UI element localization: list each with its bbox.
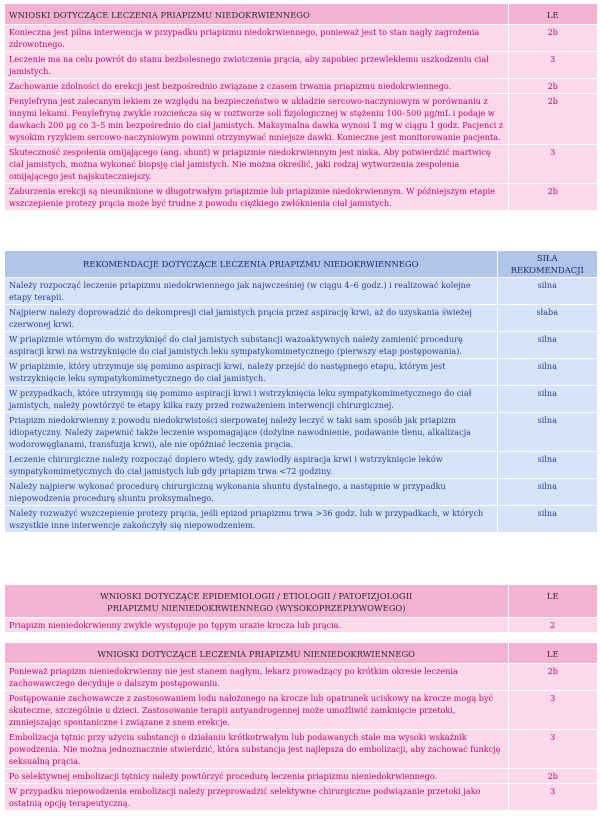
table-row [5, 305, 597, 332]
table-row [5, 664, 597, 691]
row-level: 3 [508, 145, 597, 184]
table-row [5, 506, 597, 533]
table-header [5, 4, 597, 25]
row-level: 2b [508, 769, 597, 784]
row-strength: silna [497, 278, 597, 305]
table-row [5, 730, 597, 769]
header-strength-line2: REKOMENDACJI [510, 265, 584, 275]
table-row [5, 452, 597, 479]
table-row [5, 784, 597, 811]
table-row [5, 332, 597, 359]
table-ischemic-treatment-recommendations [5, 251, 597, 533]
row-text: Ponieważ priapizm nieniedokrwienny nie jest stanem nagłym, lekarz prowadzący po krótkim okresie leczenia zachowawczego decyduje o dalszym postępowaniu. [5, 664, 508, 691]
table-row [5, 413, 597, 452]
row-strength: silna [497, 479, 597, 506]
table-row [5, 691, 597, 730]
row-text: Leczenie ma na celu powrót do stanu bezbolesnego zwiotczenia prącia, aby zapobiec przewlekłemu uszkodzeniu ciał jamistych. [5, 52, 508, 79]
header-title-line1: WNIOSKI DOTYCZĄCE EPIDEMIOLOGII / ETIOLOGII / PATOFIZJOLOGII [100, 591, 413, 601]
row-text: Należy najpierw wykonać procedurę chirurgiczną wykonania shuntu dystalnego, a następnie w przypadku niepowodzenia procedurę shuntu proksymalnego. [5, 479, 497, 506]
row-strength: silna [497, 386, 597, 413]
row-text: Konieczna jest pilna interwencja w przypadku priapizmu niedokrwiennego, ponieważ jest to stan nagły zagrożenia zdrowotnego. [5, 25, 508, 52]
row-strength: silna [497, 452, 597, 479]
row-text: Skuteczność zespolenia omijającego (ang. shunt) w priapizmie niedokrwiennym jest niska. Aby potwierdzić martwicę ciał jamistych, można wykonać biopsję ciał jamistych. Nie można określić, jaki rodzaj wytworzenia zespolenia omijającego jest najskuteczniejszy. [5, 145, 508, 184]
row-text: Priapizm niedokrwienny z powodu niedokrwistości sierpowatej należy leczyć w taki sam sposób jak priapizm idiopatyczny. Należy zapewnić także leczenie wspomagające (dożylne nawodnienie, podawanie tlenu, alkalizacja wodorowęglanami, transfuzja krwi), ale nie opóźniać leczenia prącia. [5, 413, 497, 452]
row-level: 2b [508, 664, 597, 691]
table-header [5, 585, 597, 618]
row-text: Należy rozważyć wszczepienie protezy prącia, jeśli epizod priapizmu trwa >36 godz. lub w przypadkach, w których wszystkie inne interwencje zakończyły się niepowodzeniem. [5, 506, 497, 533]
table-nonischemic-epidemiology-conclusions [5, 585, 597, 633]
row-text: Zachowanie zdolności do erekcji jest bezpośrednio związane z czasem trwania priapizmu niedokrwiennego. [5, 79, 508, 94]
table-row [5, 618, 597, 633]
row-strength: silna [497, 332, 597, 359]
row-text: Postępowanie zachowawcze z zastosowaniem lodu nałożonego na krocze lub opatrunek uciskowy na krocze mogą być skuteczne, szczególnie u dzieci. Zastosowanie terapii antyandrogennej może umożliwić zamknięcie przetoki, zmniejszając spontaniczne i związane z snem erekcje. [5, 691, 508, 730]
table-header [5, 643, 597, 664]
header-title: REKOMENDACJE DOTYCZĄCE LECZENIA PRIAPIZMU NIEDOKRWIENNEGO [5, 251, 497, 278]
table-row [5, 386, 597, 413]
row-level: 2b [508, 79, 597, 94]
row-text: Embolizacja tętnic przy użyciu substancji o działaniu krótkotrwałym lub podawanych stale ma wysoki wskaźnik powodzenia. Nie można jednoznacznie stwierdzić, która substancja jest najlepsza do embolizacji, aby zachować funkcję seksualną prącia. [5, 730, 508, 769]
row-strength: silna [497, 506, 597, 533]
table-row [5, 769, 597, 784]
header-strength-line1: SIŁA [536, 253, 558, 263]
row-level: 2b [508, 94, 597, 145]
header-title [5, 585, 508, 618]
row-strength: słaba [497, 305, 597, 332]
table-row [5, 52, 597, 79]
row-level: 3 [508, 52, 597, 79]
header-title-line2: PRIAPIZMU NIENIEDOKRWIENNEGO (WYSOKOPRZEPŁYWOWEGO) [106, 603, 406, 613]
header-strength [497, 251, 597, 278]
row-level: 3 [508, 691, 597, 730]
table-ischemic-treatment-conclusions [5, 4, 597, 211]
row-level: 2 [508, 618, 597, 633]
table-nonischemic-treatment-conclusions [5, 643, 597, 811]
row-text: Należy rozpocząć leczenie priapizmu niedokrwiennego jak najwcześniej (w ciągu 4–6 godz.) i realizować kolejne etapy terapii. [5, 278, 497, 305]
table-header [5, 251, 597, 278]
row-text: Po selektywnej embolizacji tętnicy należy powtórzyć procedurę leczenia priapizmu nieniedokrwiennego. [5, 769, 508, 784]
header-title: WNIOSKI DOTYCZĄCE LECZENIA PRIAPIZMU NIENIEDOKRWIENNEGO [5, 643, 508, 664]
row-text: W przypadku niepowodzenia embolizacji należy przeprowadzić selektywne chirurgiczne podwiązanie przetoki jako ostatnią opcję terapeutyczną. [5, 784, 508, 811]
row-text: Najpierw należy doprowadzić do dekompresji ciał jamistych prącia przez aspirację krwi, aż do uzyskania świeżej czerwonej krwi. [5, 305, 497, 332]
table-row [5, 184, 597, 211]
table-row [5, 359, 597, 386]
row-level: 2b [508, 184, 597, 211]
row-level: 3 [508, 730, 597, 769]
table-row [5, 25, 597, 52]
row-strength: silna [497, 413, 597, 452]
table-row [5, 145, 597, 184]
table-row [5, 94, 597, 145]
row-level: 3 [508, 784, 597, 811]
row-text: W przypadkach, które utrzymują się pomimo aspiracji krwi i wstrzyknięcia leku sympatykomimetycznego do ciał jamistych, należy powtórzyć te etapy kilka razy przed rozważeniem interwencji chirurgicznej. [5, 386, 497, 413]
row-text: W priapizmie, który utrzymuje się pomimo aspiracji krwi, należy przejść do następnego etapu, którym jest wstrzyknięcie leku sympatykomimetycznego do ciał jamistych. [5, 359, 497, 386]
row-text: W priapizmie wtórnym do wstrzyknięć do ciał jamistych substancji wazoaktywnych należy zamienić procedurę aspiracji krwi na wstrzyknięcie do ciał jamistych leku sympatykomimetycznego (pierwszy etap postępowania). [5, 332, 497, 359]
header-le: LE [508, 4, 597, 25]
row-level: 2b [508, 25, 597, 52]
header-le: LE [508, 643, 597, 664]
row-strength: silna [497, 359, 597, 386]
table-row [5, 278, 597, 305]
table-row [5, 79, 597, 94]
header-title: WNIOSKI DOTYCZĄCE LECZENIA PRIAPIZMU NIEDOKRWIENNEGO [5, 4, 508, 25]
row-text: Fenylefryna jest zalecanym lekiem ze względu na bezpieczeństwo w układzie sercowo-naczyniowym w porównaniu z innymi lekami. Fenylefrynę zwykle rozcieńcza się w roztworze soli fizjologicznej w stężeniu 100–500 μg/mL i podaje w dawkach 200 μg co 3–5 min bezpośrednio do ciał jamistych. Maksymalna dawka wynosi 1 mg w ciągu 1 godz. Pacjenci z wysokim ryzykiem sercowo-naczyniowym powinni otrzymywać mniejsze dawki. Konieczne jest monitorowanie pacjenta. [5, 94, 508, 145]
row-text: Leczenie chirurgiczne należy rozpocząć dopiero wtedy, gdy zawiodły aspiracja krwi i wstrzyknięcie leków sympatykomimetycznych do ciał jamistych lub gdy priapizm trwa <72 godziny. [5, 452, 497, 479]
row-text: Priapizm nieniedokrwienny zwykle występuje po tępym urazie krocza lub prącia. [5, 618, 508, 633]
row-text: Zaburzenia erekcji są nieuniknione w długotrwałym priapizmie lub priapizmie niedokrwiennym. W późniejszym etapie wszczepienie protezy prącia może być trudne z powodu ciężkiego zwłóknienia ciał jamistych. [5, 184, 508, 211]
table-row [5, 479, 597, 506]
header-le: LE [508, 585, 597, 618]
